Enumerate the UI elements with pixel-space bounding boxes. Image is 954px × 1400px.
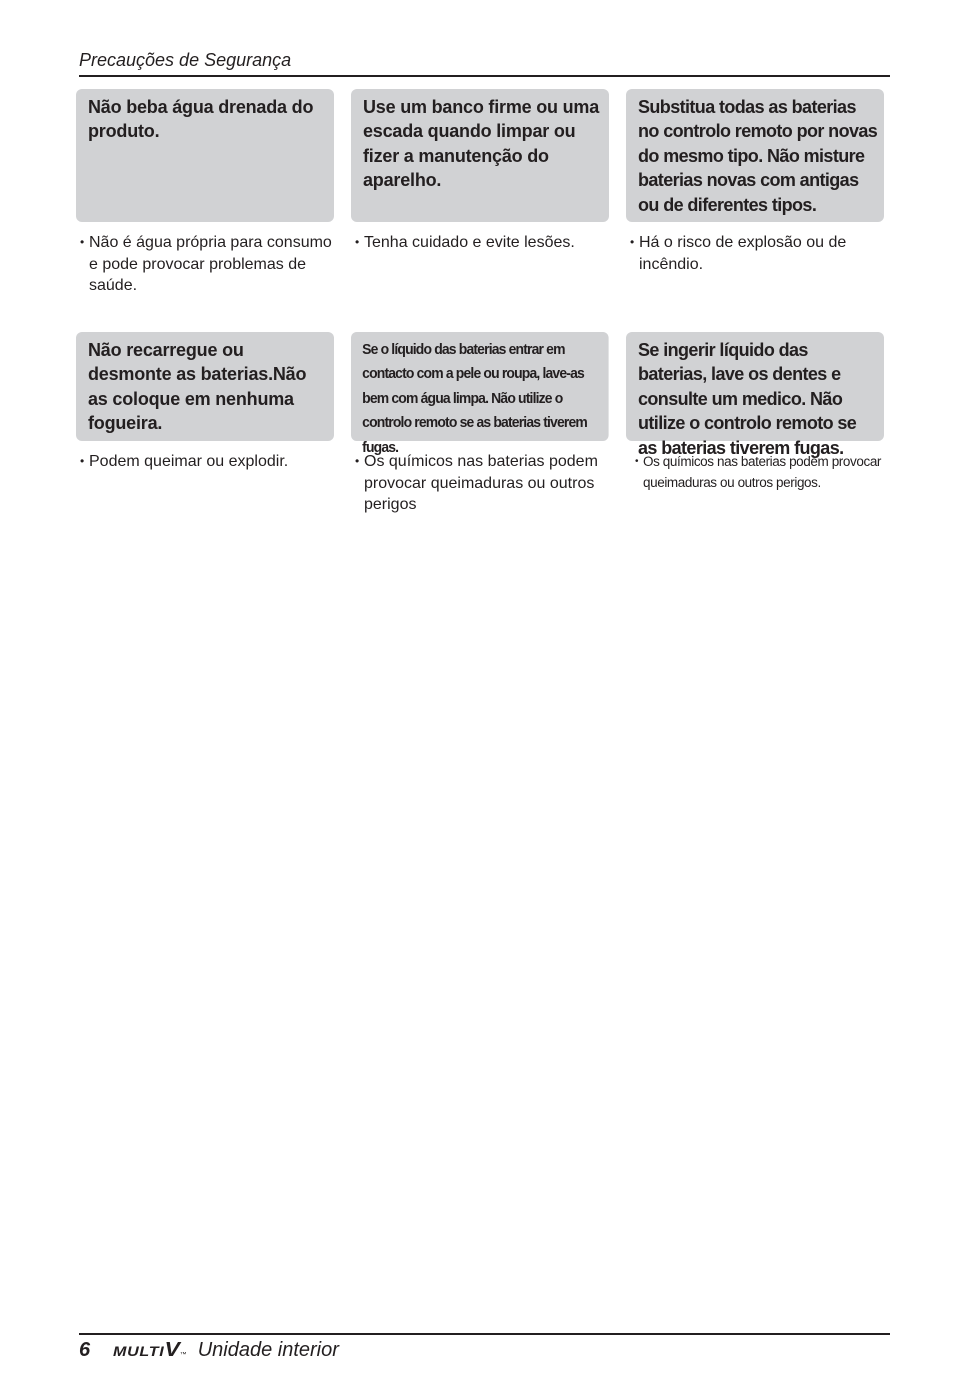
precaution-card-replace-batteries: [626, 89, 884, 275]
bullet-icon: •: [80, 454, 85, 468]
bullet-icon: •: [630, 235, 635, 249]
footer-title: Unidade interior: [197, 1338, 339, 1361]
logo-text: MULTI: [113, 1342, 165, 1359]
precaution-card-drain-water: [76, 89, 334, 297]
precaution-card-recharge-batteries: [76, 332, 334, 473]
warning-box: Não beba água drenada do produto.: [76, 89, 334, 222]
precaution-card-battery-liquid-skin: [351, 332, 609, 516]
warning-box: Se ingerir líquido das baterias, lave os dentes e consulte um medico. Não utilize o controlo remoto se as baterias tiverem fugas.: [626, 332, 884, 441]
bullet-icon: •: [635, 456, 639, 467]
warning-box: Não recarregue ou desmonte as baterias.Não as coloque em nenhuma fogueira.: [76, 332, 334, 441]
multi-v-logo: [113, 1339, 187, 1362]
note-text: Não é água própria para consumo e pode provocar problemas de saúde.: [89, 234, 332, 294]
warning-box: Substitua todas as baterias no controlo remoto por novas do mesmo tipo. Não misture baterias novas com antigas ou de diferentes tipos.: [626, 89, 884, 222]
page-header: [79, 47, 890, 77]
note-item: [76, 451, 334, 473]
warning-box: Use um banco firme ou uma escada quando limpar ou fizer a manutenção do aparelho.: [351, 89, 609, 222]
warning-box: Se o líquido das baterias entrar em contacto com a pele ou roupa, lave-as bem com água limpa. Não utilize o controlo remoto se as baterias tiverem fugas.: [351, 332, 609, 441]
note-item: [626, 232, 884, 275]
note-text: Há o risco de explosão ou de incêndio.: [639, 234, 847, 273]
bullet-icon: •: [355, 454, 360, 468]
bullet-icon: •: [355, 235, 360, 249]
note-item: [626, 451, 884, 493]
note-text: Os químicos nas baterias podem provocar queimaduras ou outros perigos.: [643, 454, 882, 490]
section-title: Precauções de Segurança: [79, 50, 292, 70]
logo-v: V: [164, 1338, 180, 1361]
footer-rule: [79, 1333, 890, 1335]
note-text: Os químicos nas baterias podem provocar queimaduras ou outros perigos: [364, 453, 598, 513]
note-text: Podem queimar ou explodir.: [89, 453, 289, 470]
note-item: [351, 451, 609, 516]
bullet-icon: •: [80, 235, 85, 249]
note-item: [76, 232, 334, 297]
page-footer: [79, 1337, 339, 1363]
note-item: [351, 232, 609, 254]
precaution-card-sturdy-stool: [351, 89, 609, 254]
precaution-card-battery-liquid-ingest: [626, 332, 884, 493]
page-number: 6: [79, 1338, 91, 1361]
logo-trademark: ™: [179, 1351, 188, 1358]
note-text: Tenha cuidado e evite lesões.: [364, 234, 575, 251]
